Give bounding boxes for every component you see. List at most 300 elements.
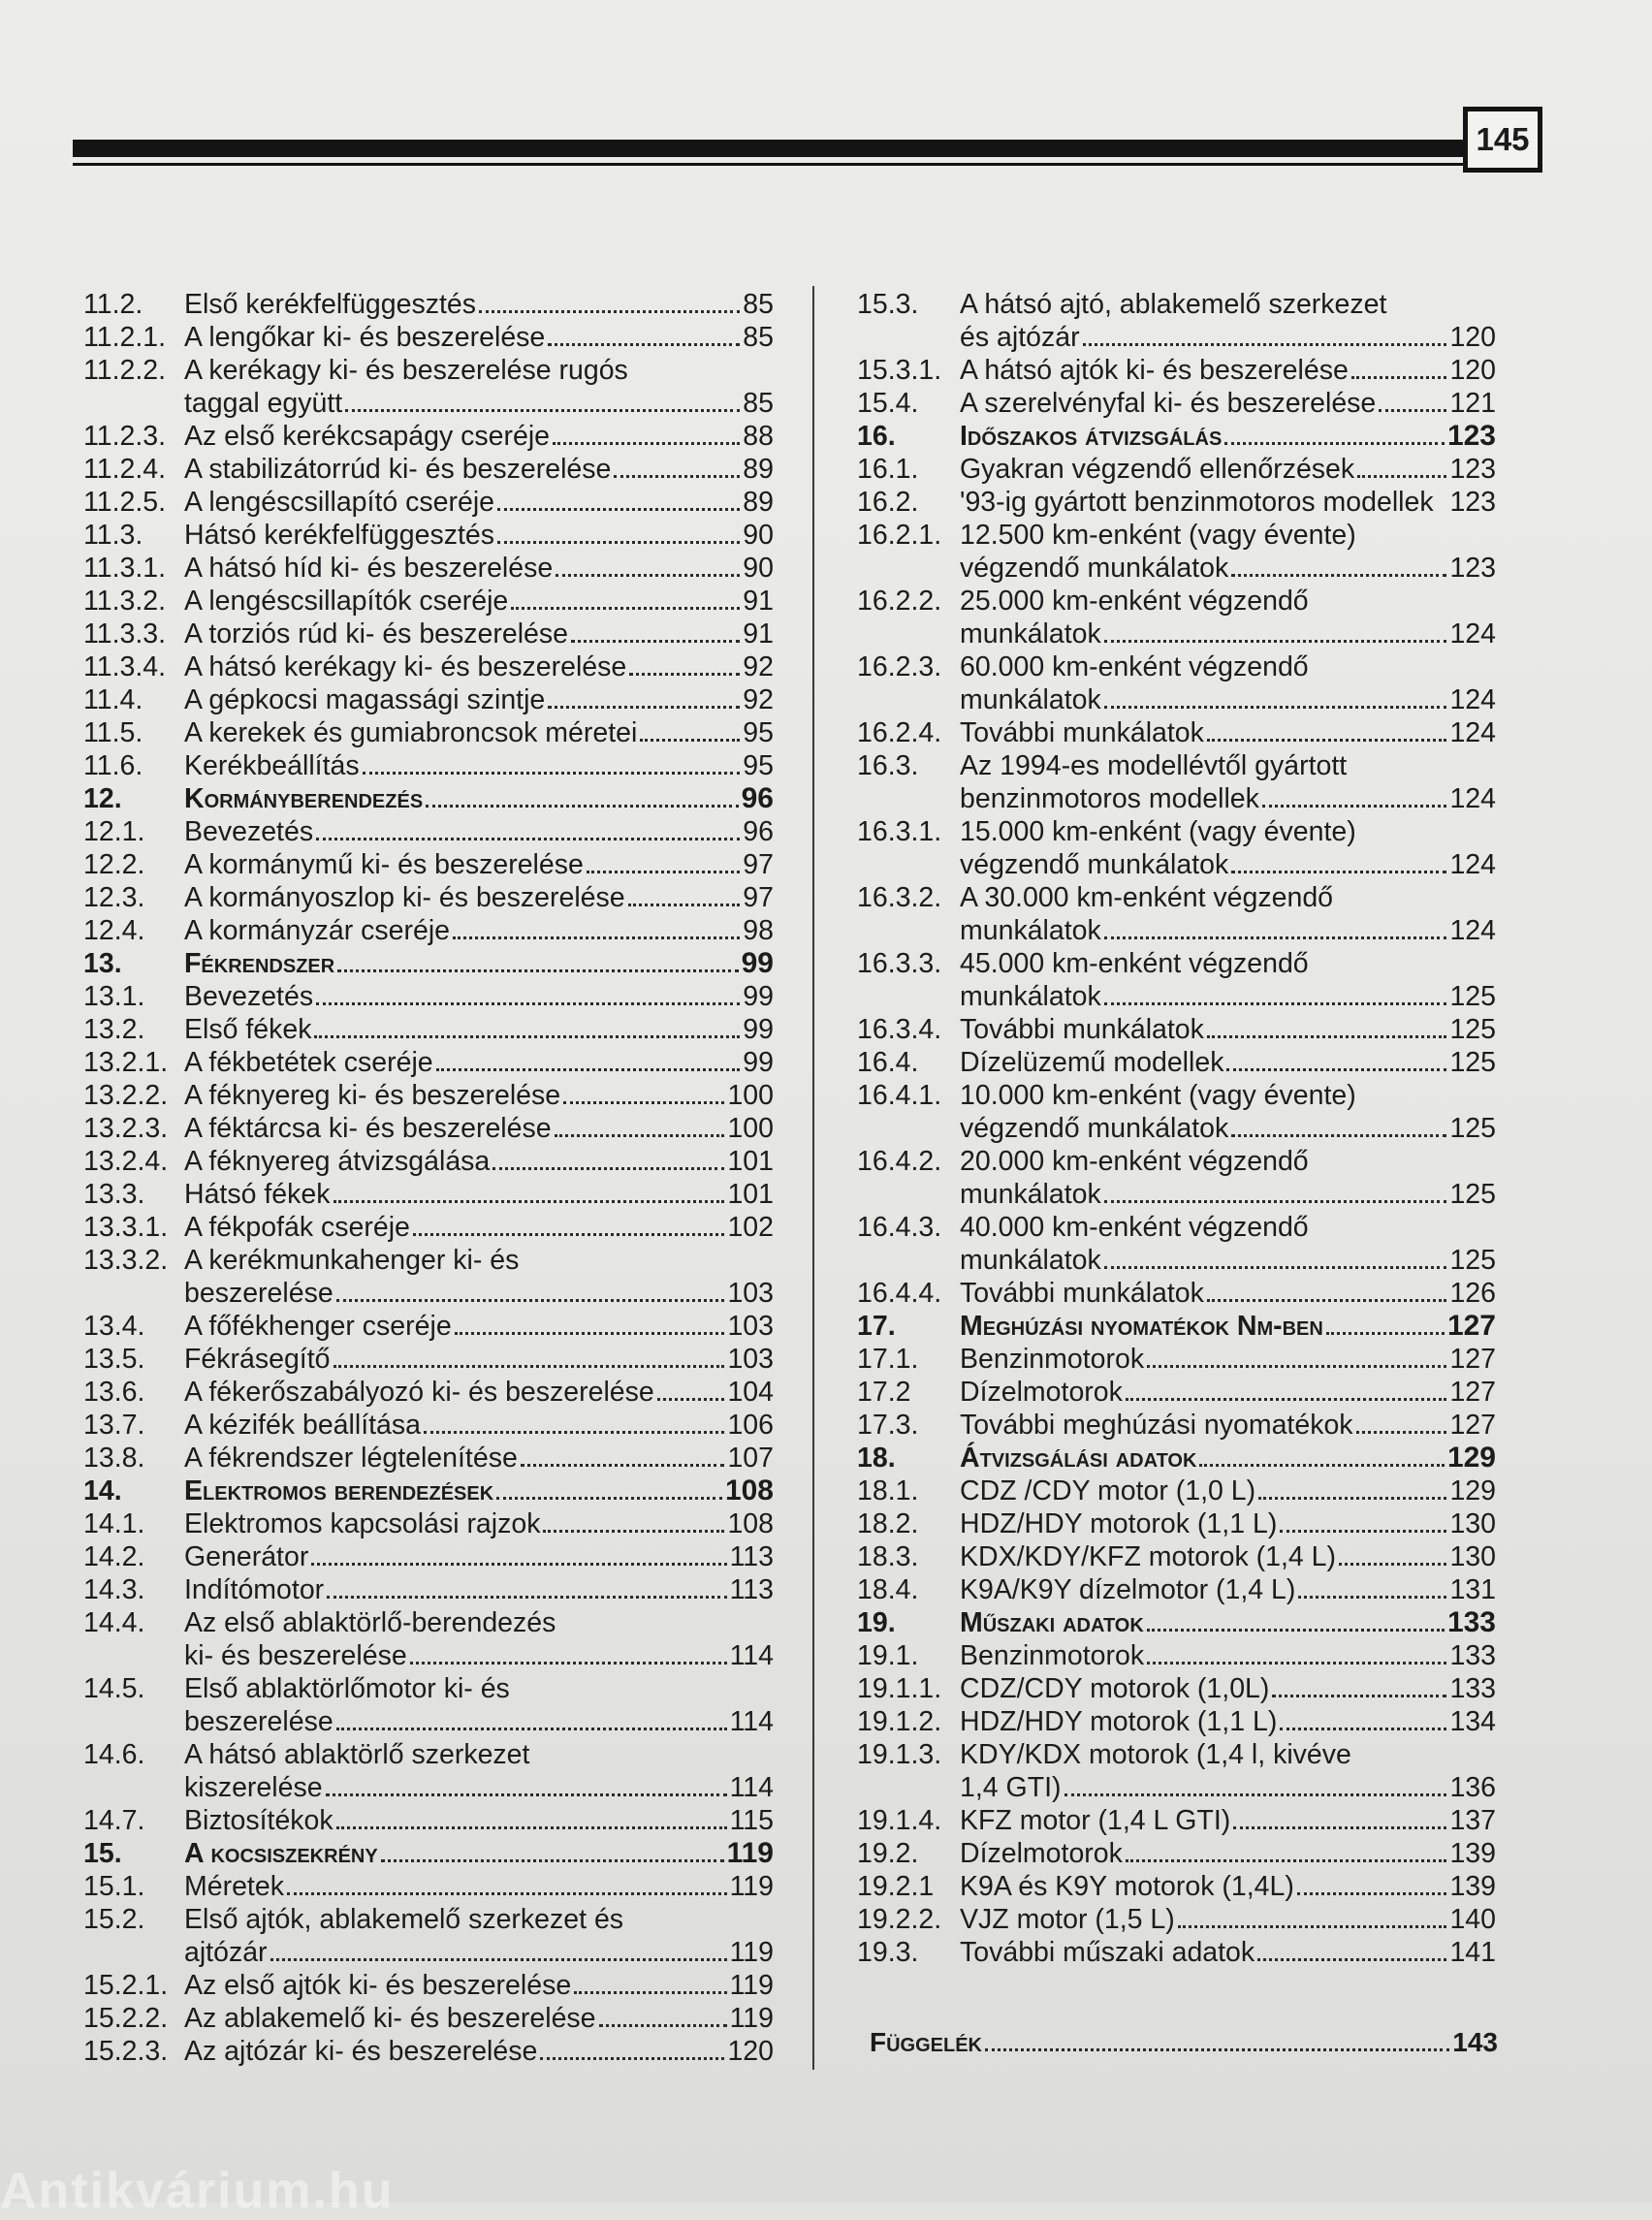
dot-leader [316,838,740,840]
toc-entry [857,1573,1496,1606]
dot-leader [1083,343,1447,346]
toc-page: 125 [1449,1179,1496,1210]
dot-leader [1104,706,1447,709]
toc-page: 127 [1449,1344,1496,1375]
toc-page: 114 [729,1706,774,1737]
toc-number: 14.6. [83,1739,145,1770]
toc-chapter-entry [857,420,1496,453]
dot-leader [363,772,741,775]
toc-title: További munkálatok [960,717,1204,748]
dot-leader [345,409,740,412]
toc-page: 91 [743,618,774,650]
toc-number: 13.2.3. [83,1113,169,1144]
toc-number: 13.3. [83,1179,145,1210]
toc-title: A kerekek és gumiabroncsok méretei [184,717,638,748]
toc-number: 12.2. [83,849,145,880]
toc-page: 89 [743,487,774,518]
dot-leader [453,936,740,939]
toc-chapter-entry [83,1837,774,1870]
dot-leader [316,1002,740,1005]
toc-entry [857,1936,1496,1969]
toc-number: 11.6. [83,750,143,781]
toc-right-column [857,288,1496,1969]
dot-leader [985,2048,1449,2051]
dot-leader [640,739,740,742]
toc-title: A fékbetétek cseréje [184,1047,433,1078]
toc-entry [83,914,774,947]
toc-entry [857,1376,1496,1409]
toc-entry [83,1343,774,1376]
toc-page: 91 [743,586,774,617]
toc-page: 129 [1446,1442,1496,1474]
toc-number: 18.3. [857,1541,919,1572]
dot-leader [553,442,740,445]
toc-entry [857,1639,1496,1672]
toc-number: 15.2.1. [83,1970,169,2001]
toc-entry [857,1079,1496,1145]
toc-title: CDZ/CDY motorok (1,0L) [960,1673,1270,1704]
dot-leader [381,1859,724,1862]
toc-title: A féktárcsa ki- és beszerelése [184,1113,552,1144]
column-divider [812,286,814,2070]
toc-title: végzendő munkálatok [960,553,1229,584]
toc-page: 101 [727,1146,774,1177]
dot-leader [521,1464,725,1467]
toc-number: 12.4. [83,915,145,946]
dot-leader [1104,1266,1447,1269]
toc-title: 15.000 km-enként (vagy évente) [960,816,1356,847]
toc-entry [857,1738,1496,1804]
toc-entry [83,1606,774,1672]
toc-number: 11.2.4. [83,454,167,485]
toc-entry [857,519,1496,585]
toc-page: 125 [1449,1113,1496,1144]
toc-entry [857,354,1496,387]
toc-entry [83,1573,774,1606]
toc-page: 107 [727,1443,774,1474]
dot-leader [1147,1365,1446,1368]
toc-title: végzendő munkálatok [960,849,1229,880]
toc-entry [83,815,774,848]
toc-entry [857,1145,1496,1211]
toc-title: A fékerőszabályozó ki- és beszerelése [184,1377,654,1408]
toc-title: taggal együtt [184,388,343,419]
toc-title: A fékrendszer légtelenítése [184,1443,518,1474]
toc-number: 14. [83,1475,122,1506]
toc-number: 15.3.1. [857,355,942,386]
toc-number: 14.3. [83,1574,145,1605]
dot-leader [436,1068,741,1071]
toc-title: Benzinmotorok [960,1640,1145,1671]
toc-title: A kerékagy ki- és beszerelése rugós [184,355,628,386]
toc-number: 11.2.2. [83,355,167,386]
dot-leader [543,1530,724,1533]
toc-number: 19.2.1 [857,1871,935,1902]
dot-leader [1064,1793,1447,1796]
toc-chapter-entry [83,782,774,815]
toc-number: 19.1.1. [857,1673,942,1704]
toc-entry [857,881,1496,947]
toc-entry [83,1178,774,1211]
toc-page: 97 [743,849,774,880]
toc-number: 13.7. [83,1410,145,1441]
toc-title: KDY/KDX motorok (1,4 l, kivéve [960,1739,1351,1770]
toc-entry [83,2002,774,2035]
dot-leader [540,2057,724,2060]
toc-entry [857,1903,1496,1936]
toc-entry [857,1013,1496,1046]
toc-title: A szerelvényfal ki- és beszerelése [960,388,1377,419]
toc-number: 11.2.1. [83,322,167,353]
toc-number: 19. [857,1607,896,1638]
toc-number: 15.1. [83,1871,145,1902]
toc-page: 121 [1449,388,1496,419]
toc-title: Dízelüzemű modellek [960,1047,1224,1078]
toc-title: Benzinmotorok [960,1344,1145,1375]
toc-entry [83,1738,774,1804]
toc-number: 18. [857,1443,896,1474]
toc-title: munkálatok [960,684,1101,715]
toc-title: Bevezetés [184,981,314,1012]
dot-leader [1280,1728,1446,1730]
toc-number: 19.1.3. [857,1739,942,1770]
toc-chapter-entry [83,1475,774,1507]
toc-page: 129 [1449,1475,1496,1506]
dot-leader [1104,640,1447,643]
toc-title: A kormánymű ki- és beszerelése [184,849,584,880]
toc-page: 113 [729,1541,774,1572]
dot-leader [1231,1134,1446,1137]
dot-leader [1104,1200,1447,1203]
toc-page: 119 [729,1970,774,2001]
toc-title: További munkálatok [960,1278,1204,1309]
toc-number: 13.2.4. [83,1146,169,1177]
toc-title: A stabilizátorrúd ki- és beszerelése [184,454,612,485]
toc-entry [83,321,774,354]
toc-number: 16. [857,421,896,452]
toc-page: 140 [1449,1904,1496,1935]
toc-page: 137 [1449,1805,1496,1836]
toc-page: 127 [1449,1410,1496,1441]
toc-entry [857,585,1496,650]
toc-page: 99 [743,1014,774,1045]
dot-leader [587,871,740,873]
toc-entry [857,1475,1496,1507]
toc-entry [83,288,774,321]
toc-number: 13. [83,948,122,979]
toc-title: A hátsó ajtó, ablakemelő szerkezet [960,289,1387,320]
toc-entry [83,486,774,519]
toc-entry [83,848,774,881]
toc-page: 131 [1449,1574,1496,1605]
toc-page: 141 [1449,1937,1496,1968]
toc-number: 13.1. [83,981,145,1012]
toc-entry [83,1244,774,1310]
toc-title: ajtózár [184,1937,268,1968]
dot-leader [1379,409,1446,412]
toc-entry [857,1507,1496,1540]
dot-leader [1272,1695,1446,1697]
dot-leader [511,607,740,610]
dot-leader [1207,1035,1447,1038]
toc-entry [83,1540,774,1573]
dot-leader [1231,871,1446,873]
dot-leader [1147,1629,1445,1632]
toc-page: 90 [743,553,774,584]
toc-title: K9A/K9Y dízelmotor (1,4 L) [960,1574,1296,1605]
toc-entry [857,716,1496,749]
toc-title: Első fékek [184,1014,312,1045]
toc-entry [857,1343,1496,1376]
toc-number: 13.4. [83,1311,145,1342]
toc-number: 13.2.1. [83,1047,169,1078]
toc-entry [83,1079,774,1112]
dot-leader [574,1991,726,1994]
dot-leader [1207,1299,1447,1302]
toc-entry [83,453,774,486]
toc-number: 13.5. [83,1344,145,1375]
toc-page: 85 [743,388,774,419]
dot-leader [496,1497,722,1500]
toc-entry [857,1540,1496,1573]
toc-title: További műszaki adatok [960,1937,1255,1968]
toc-title: Biztosítékok [184,1805,334,1836]
toc-chapter-entry [857,1442,1496,1475]
dot-leader [548,343,740,346]
toc-page: 101 [727,1179,774,1210]
toc-page: 92 [743,651,774,682]
toc-title: Fékrásegítő [184,1344,331,1375]
toc-page: 102 [727,1212,774,1243]
toc-entry [83,1046,774,1079]
toc-number: 13.3.2. [83,1245,169,1276]
toc-page: 115 [729,1805,774,1836]
toc-title: Meghúzási nyomatékok Nm-ben [960,1311,1323,1342]
toc-title: 20.000 km-enként végzendő [960,1146,1309,1177]
toc-title: A kormányoszlop ki- és beszerelése [184,882,625,913]
toc-page: 106 [727,1410,774,1441]
toc-title: Hátsó kerékfelfüggesztés [184,520,494,551]
header-rule-thin [73,163,1469,166]
toc-number: 15.2.3. [83,2036,169,2067]
toc-page: 100 [727,1080,774,1111]
toc-title: beszerelése [184,1706,334,1737]
toc-entry [83,1211,774,1244]
toc-title: A gépkocsi magassági szintje [184,684,546,715]
toc-number: 12. [83,783,122,814]
toc-page: 130 [1449,1541,1496,1572]
toc-title: munkálatok [960,1179,1101,1210]
toc-title: Fékrendszer [184,948,335,979]
toc-number: 14.5. [83,1673,145,1704]
toc-number: 16.2.1. [857,520,942,551]
toc-title: Hátsó fékek [184,1179,331,1210]
toc-number: 11.3.4. [83,651,167,682]
toc-page: 103 [727,1278,774,1309]
toc-title: '93-ig gyártott benzinmotoros modellek [960,487,1434,518]
dot-leader [334,1365,725,1368]
toc-page: 85 [743,289,774,320]
toc-page: 120 [727,2036,774,2067]
toc-title: Elektromos berendezések [184,1475,494,1506]
toc-entry [83,354,774,420]
dot-leader [1262,805,1447,808]
toc-title: Az ablakemelő ki- és beszerelése [184,2003,596,2034]
toc-page: 133 [1446,1606,1496,1638]
toc-page: 103 [727,1344,774,1375]
toc-entry [83,716,774,749]
toc-entry [83,585,774,618]
toc-title: Indítómotor [184,1574,325,1605]
toc-page: 125 [1449,1014,1496,1045]
toc-page: 92 [743,684,774,715]
toc-number: 16.2.2. [857,586,942,617]
toc-title: munkálatok [960,915,1101,946]
toc-entry [83,749,774,782]
toc-title: A hátsó ajtók ki- és beszerelése [960,355,1349,386]
toc-page: 99 [743,1047,774,1078]
toc-number: 16.4.2. [857,1146,942,1177]
toc-page: 99 [741,947,774,979]
toc-title: Időszakos átvizsgálás [960,421,1223,452]
toc-entry [83,980,774,1013]
toc-page: 124 [1449,684,1496,715]
toc-entry [83,1310,774,1343]
toc-number: 11.2.5. [83,487,167,518]
dot-leader [1298,1596,1446,1599]
dot-leader [1199,1464,1445,1467]
toc-title: Műszaki adatok [960,1607,1144,1638]
toc-number: 16.4.1. [857,1080,942,1111]
toc-title: A főfékhenger cseréje [184,1311,452,1342]
dot-leader [1224,442,1445,445]
toc-title: Dízelmotorok [960,1377,1123,1408]
dot-leader [1226,1068,1446,1071]
toc-page: 124 [1449,915,1496,946]
dot-leader [1104,1002,1447,1005]
toc-page: 120 [1449,322,1496,353]
toc-page: 125 [1449,1047,1496,1078]
toc-entry [857,650,1496,716]
toc-number: 17. [857,1311,896,1342]
toc-page: 124 [1449,717,1496,748]
toc-page: 104 [727,1377,774,1408]
toc-number: 19.1.2. [857,1706,942,1737]
toc-number: 14.1. [83,1508,145,1539]
toc-page: 123 [1449,553,1496,584]
toc-page: 124 [1449,618,1496,650]
dot-leader [1297,1892,1447,1895]
toc-entry [83,1507,774,1540]
toc-entry [857,1804,1496,1837]
toc-title: Gyakran végzendő ellenőrzések [960,454,1355,485]
toc-title: ki- és beszerelése [184,1640,407,1671]
toc-page: 96 [741,782,774,814]
toc-number: 15.4. [857,388,919,419]
toc-title: munkálatok [960,618,1101,650]
toc-number: 11.4. [83,684,143,715]
toc-number: 18.2. [857,1508,919,1539]
dot-leader [326,1793,727,1796]
toc-page: 136 [1449,1772,1496,1803]
toc-title: Dízelmotorok [960,1838,1123,1869]
dot-leader [492,1167,724,1170]
toc-title: Első ablaktörlőmotor ki- és [184,1673,510,1704]
toc-title: KDX/KDY/KFZ motorok (1,4 L) [960,1541,1337,1572]
dot-leader [426,805,738,808]
appendix-page: 143 [1452,2027,1498,2057]
toc-number: 19.2.2. [857,1904,942,1935]
toc-page: 139 [1449,1871,1496,1902]
dot-leader [1280,1530,1446,1533]
toc-entry [857,1672,1496,1705]
toc-number: 16.3.2. [857,882,942,913]
toc-number: 19.3. [857,1937,919,1968]
toc-page: 123 [1449,454,1496,485]
toc-number: 16.3. [857,750,919,781]
toc-title: 12.500 km-enként (vagy évente) [960,520,1356,551]
toc-chapter-entry [857,1310,1496,1343]
dot-leader [424,1431,724,1434]
toc-number: 13.6. [83,1377,145,1408]
toc-number: 11.2.3. [83,421,167,452]
toc-page: 95 [743,750,774,781]
toc-number: 15.2.2. [83,2003,169,2034]
toc-page: 96 [743,816,774,847]
toc-title: végzendő munkálatok [960,1113,1229,1144]
toc-entry [83,420,774,453]
toc-chapter-entry [857,1606,1496,1639]
toc-number: 13.2.2. [83,1080,169,1111]
toc-number: 16.3.3. [857,948,942,979]
toc-entry [857,1277,1496,1310]
toc-title: és ajtózár [960,322,1080,353]
toc-title: 45.000 km-enként végzendő [960,948,1309,979]
toc-title: HDZ/HDY motorok (1,1 L) [960,1508,1278,1539]
dot-leader [548,706,740,709]
dot-leader [413,1233,725,1236]
toc-number: 19.1.4. [857,1805,942,1836]
dot-leader [336,1299,725,1302]
toc-page: 119 [726,1837,774,1869]
dot-leader [563,1101,724,1104]
toc-title: 60.000 km-enként végzendő [960,651,1309,682]
toc-entry [857,387,1496,420]
toc-number: 19.2. [857,1838,919,1869]
toc-number: 12.1. [83,816,145,847]
toc-page: 134 [1449,1706,1496,1737]
toc-title: 10.000 km-enként (vagy évente) [960,1080,1356,1111]
toc-entry [83,1013,774,1046]
toc-title: Kerékbeállítás [184,750,360,781]
toc-number: 14.7. [83,1805,145,1836]
toc-page: 123 [1449,487,1496,518]
toc-entry [83,683,774,716]
toc-page: 103 [727,1311,774,1342]
toc-page: 119 [729,2003,774,2034]
toc-title: A hátsó híd ki- és beszerelése [184,553,554,584]
toc-page: 85 [743,322,774,353]
toc-title: Az ajtózár ki- és beszerelése [184,2036,538,2067]
toc-title: A lengőkar ki- és beszerelése [184,322,546,353]
toc-title: További munkálatok [960,1014,1204,1045]
toc-number: 18.4. [857,1574,919,1605]
toc-page: 113 [729,1574,774,1605]
dot-leader [287,1892,727,1895]
toc-title: Generátor [184,1541,309,1572]
dot-leader [311,1563,726,1566]
dot-leader [455,1332,725,1335]
